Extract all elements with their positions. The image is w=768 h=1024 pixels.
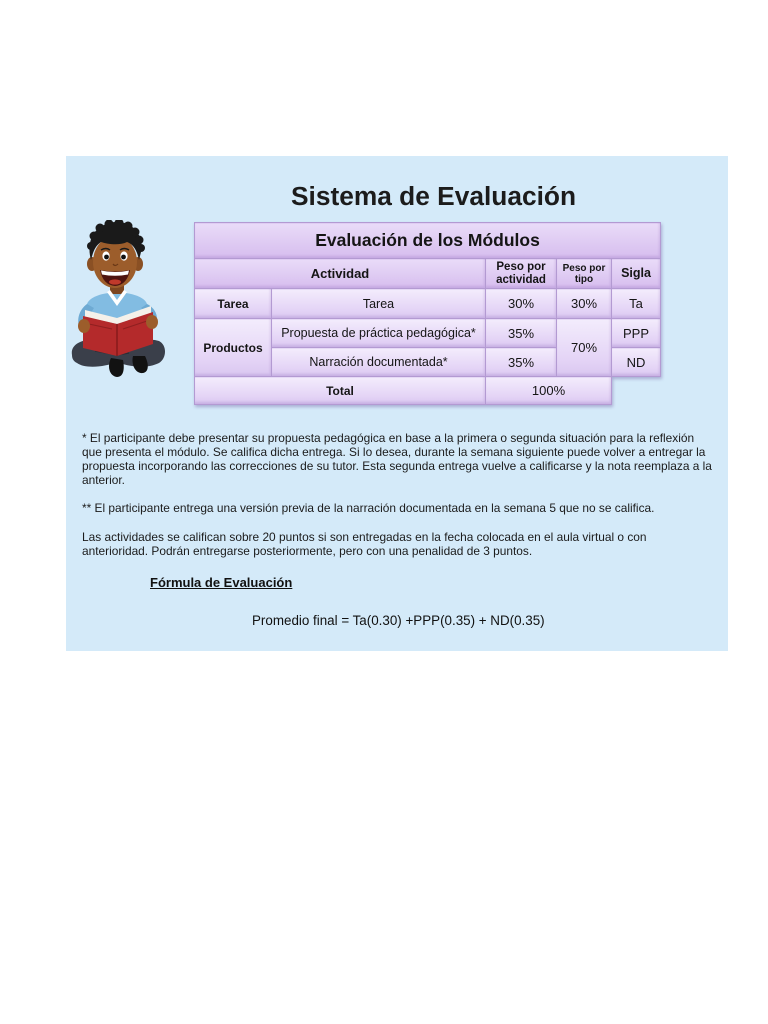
activity-name-cell: Propuesta de práctica pedagógica* (272, 319, 486, 348)
type-weight-cell: 30% (557, 289, 612, 319)
evaluation-panel (66, 156, 728, 651)
table-total-row (195, 377, 661, 405)
table-caption: Evaluación de los Módulos (195, 223, 661, 259)
total-value-cell: 100% (486, 377, 612, 405)
group-type-cell: Productos (195, 319, 272, 377)
table-row (195, 289, 661, 319)
note-line: ** El participante entrega una versión previa de la narración documentada en la semana 5 que no se califica. (82, 501, 655, 515)
note-line: Las actividades se califican sobre 20 puntos si son entregadas en la fecha colocada en el aula virtual o con (82, 530, 647, 544)
activity-weight-cell: 30% (486, 289, 557, 319)
total-label-cell: Total (195, 377, 486, 405)
note-grading-rules (82, 530, 647, 558)
hair-curl (90, 232, 99, 241)
header-weight-per-activity: Peso por actividad (486, 259, 557, 289)
left-shoe (109, 358, 124, 377)
evaluation-table (194, 222, 661, 405)
hair-curl (131, 228, 140, 237)
boy-reading-book-icon (67, 220, 167, 380)
formula-expression: Promedio final = Ta(0.30) +PPP(0.35) + ND(0.35) (252, 613, 545, 628)
hair-curl (124, 222, 133, 231)
right-shoe (132, 356, 147, 373)
left-hand (78, 319, 90, 333)
table-header-row (195, 259, 661, 289)
note-second (82, 501, 654, 515)
hair-curl (137, 244, 145, 252)
activity-code-cell: PPP (612, 319, 661, 348)
hair-curl (87, 242, 95, 250)
note-line: anterioridad. Podrán entregarse posteriormente, pero con una penalidad de 3 puntos. (82, 544, 533, 558)
activity-name-cell: Tarea (272, 289, 486, 319)
activity-weight-cell: 35% (486, 348, 557, 377)
activity-name-cell: Narración documentada* (272, 348, 486, 377)
left-pupil (104, 255, 109, 260)
empty-cell (612, 377, 661, 405)
activity-code-cell: Ta (612, 289, 661, 319)
group-type-cell: Tarea (195, 289, 272, 319)
hair-curl (135, 236, 144, 245)
header-code: Sigla (612, 259, 661, 289)
header-activity: Actividad (195, 259, 486, 289)
activity-code-cell: ND (612, 348, 661, 377)
page-title: Sistema de Evaluación (291, 181, 577, 211)
right-hand (146, 315, 158, 329)
activity-weight-cell: 35% (486, 319, 557, 348)
note-line: anterior. (82, 473, 125, 487)
table-row (195, 319, 661, 348)
right-pupil (121, 255, 126, 260)
type-weight-cell: 70% (557, 319, 612, 377)
hair-curl (96, 224, 105, 233)
tongue (109, 279, 121, 284)
header-weight-per-type: Peso por tipo (557, 259, 612, 289)
note-first (82, 431, 712, 487)
table-caption-row (195, 223, 661, 259)
formula-heading: Fórmula de Evaluación (150, 575, 293, 590)
note-line: propuesta incorporando las correcciones de su tutor. Esta segunda entrega vuelve a calificarse y la nota reemplaza a la (82, 459, 712, 473)
note-line: * El participante debe presentar su propuesta pedagógica en base a la primera o segunda situación para la reflexión (82, 431, 695, 445)
note-line: que presenta el módulo. Se califica dicha entrega. Si lo desea, durante la semana siguiente puede volver a entregar la (82, 445, 706, 459)
